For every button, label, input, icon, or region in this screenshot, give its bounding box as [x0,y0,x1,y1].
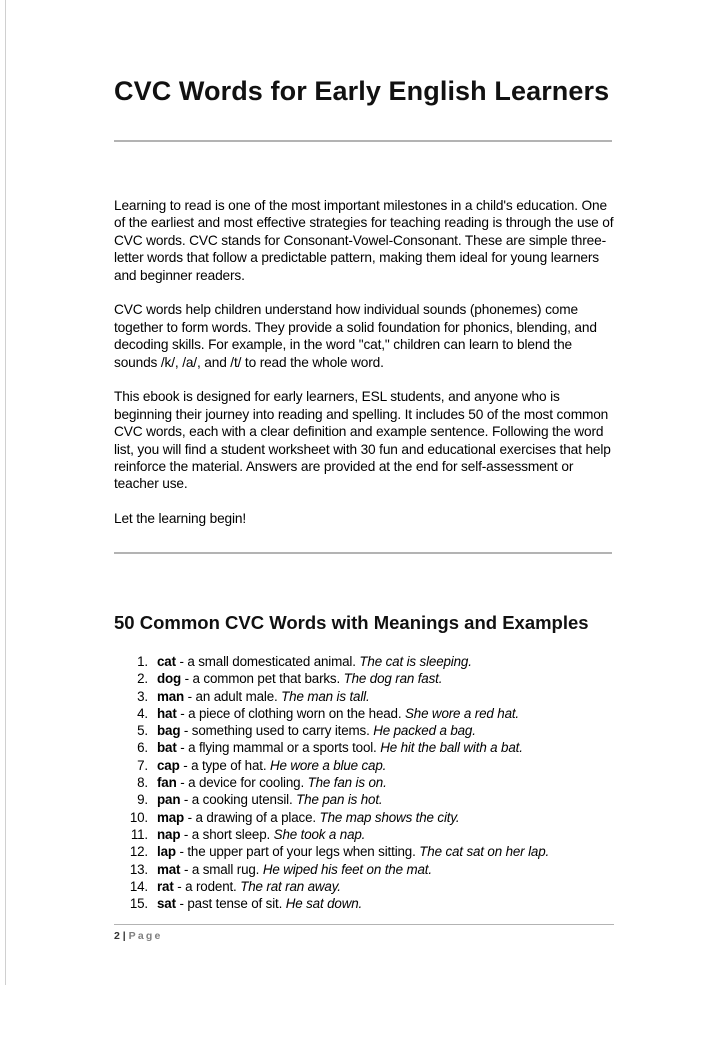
word-term: mat [157,861,181,877]
word-term: cat [157,654,176,669]
footer-divider [114,924,614,925]
item-number: 4. [137,705,148,721]
word-list-item [114,826,549,843]
word-example: He packed a bag. [373,723,476,739]
word-example: She took a nap. [273,826,366,842]
word-list-item [114,705,549,722]
word-meaning: - a small rug. [180,861,263,877]
word-list-item [114,895,549,912]
word-example: The cat sat on her lap. [419,844,550,860]
page-label: Page [128,930,163,942]
word-list-item [114,688,549,705]
word-term: fan [157,775,177,791]
word-list-item [114,809,549,826]
word-meaning: - a drawing of a place. [184,809,320,825]
word-term: bat [157,740,177,756]
item-number: 5. [137,723,148,739]
word-list-item [114,878,549,895]
word-example: He wore a blue cap. [269,757,387,773]
intro-paragraph-2: CVC words help children understand how individual sounds (phonemes) come together to form words. They provide a solid foundation for phonics, blending, and decoding skills. For example, in the word "cat," children can learn to blend the sounds /k/, /a/, and /t/ to read the whole word. [114,302,597,370]
word-example: The man is tall. [281,688,370,704]
word-meaning: - a small domesticated animal. [175,654,360,669]
word-meaning: - a device for cooling. [176,775,308,791]
section-divider [114,552,612,554]
section-title: 50 Common CVC Words with Meanings and Examples [114,612,589,633]
word-term: man [157,688,185,704]
word-example: The cat is sleeping. [359,654,472,669]
word-term: rat [157,878,174,894]
item-number: 14. [129,878,148,894]
word-example: The fan is on. [307,775,387,791]
item-number: 8. [137,775,148,791]
word-meaning: - a cooking utensil. [180,792,297,808]
word-example: He hit the ball with a bat. [380,740,523,756]
word-meaning: - an adult male. [184,688,282,704]
item-number: 15. [129,896,148,912]
word-meaning: - a flying mammal or a sports tool. [176,740,381,756]
item-number: 2. [137,671,148,687]
word-example: She wore a red hat. [404,705,520,721]
item-number: 13. [129,861,148,877]
word-example: The map shows the city. [319,809,460,825]
page-left-edge [5,0,6,985]
item-number: 9. [137,792,148,808]
word-meaning: - the upper part of your legs when sitting. [175,844,420,860]
word-term: pan [157,792,181,808]
word-term: hat [157,705,177,721]
word-meaning: - something used to carry items. [180,723,374,739]
word-meaning: - past tense of sit. [175,896,286,912]
intro-paragraph-1: Learning to read is one of the most important milestones in a child's education. One of the earliest and most effective strategies for teaching reading is through the use of CVC words. CVC stands for Consonant-Vowel-Consonant. These are simple three-letter words that follow a predictable pattern, making them ideal for young learners and beginner readers. [114,198,614,283]
word-list-item [114,653,549,670]
word-example: He sat down. [285,896,363,912]
word-example: The pan is hot. [296,792,383,808]
word-meaning: - a short sleep. [180,826,274,842]
word-meaning: - a rodent. [173,878,241,894]
footer-separator: | [122,930,126,942]
word-term: map [157,809,185,825]
word-meaning: - a common pet that barks. [181,671,344,687]
word-example: The rat ran away. [240,878,341,894]
word-list-item [114,757,549,774]
word-list-item [114,722,549,739]
word-meaning: - a piece of clothing worn on the head. [176,705,405,721]
word-list-item [114,843,549,860]
item-number: 12. [129,844,148,860]
intro-paragraph-3: This ebook is designed for early learners, ESL students, and anyone who is beginning their journey into reading and spelling. It includes 50 of the most common CVC words, each with a clear definition and example sentence. Following the word list, you will find a student worksheet with 30 fun and educational exercises that help reinforce the material. Answers are provided at the end for self-assessment or teacher use. [114,389,611,492]
word-meaning: - a type of hat. [179,757,270,773]
document-title: CVC Words for Early English Learners [114,76,610,106]
intro-section [114,197,614,545]
word-list-item [114,774,549,791]
word-term: cap [157,757,180,773]
cvc-word-list [114,653,549,912]
word-example: The dog ran fast. [343,671,443,687]
item-number: 7. [137,757,148,773]
word-term: sat [157,896,176,912]
item-number: 1. [137,654,148,669]
word-example: He wiped his feet on the mat. [262,861,432,877]
word-list-item [114,791,549,808]
word-term: lap [157,844,176,860]
intro-paragraph-4: Let the learning begin! [114,511,247,527]
word-list-item [114,739,549,756]
word-term: dog [157,671,182,687]
page-footer [114,930,163,942]
item-number: 10. [129,809,148,825]
item-number: 11. [130,826,148,842]
item-number: 3. [137,688,148,704]
word-term: bag [157,723,181,739]
item-number: 6. [137,740,148,756]
word-list-item [114,670,549,687]
page-number: 2 [114,930,120,942]
title-divider [114,140,612,142]
word-term: nap [157,826,181,842]
word-list-item [114,861,549,878]
